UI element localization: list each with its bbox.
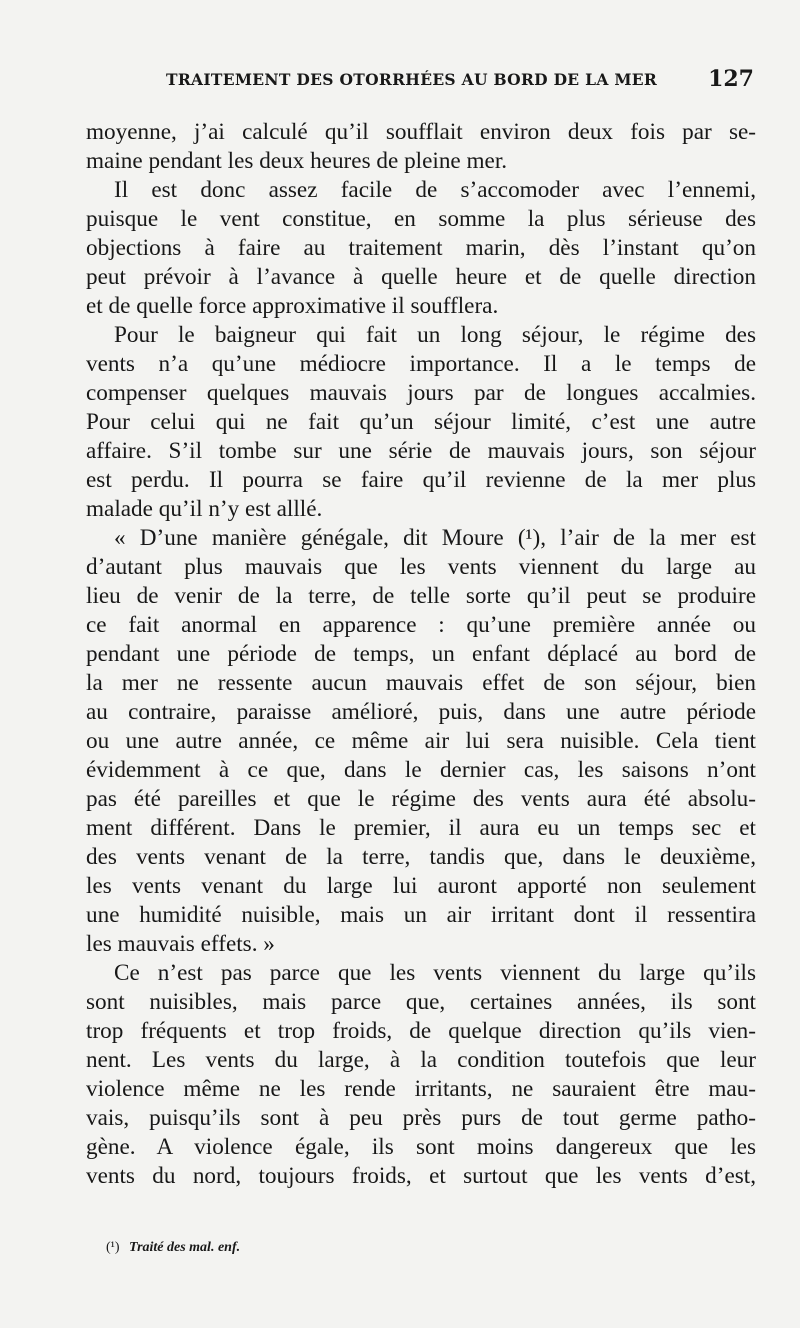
text-line: gène. A violence égale, ils sont moins dangereux que les bbox=[86, 1134, 756, 1160]
text-line: sont nuisibles, mais parce que, certaines années, ils sont bbox=[86, 989, 756, 1015]
text-line: compenser quelques mauvais jours par de longues accalmies. bbox=[86, 380, 756, 406]
text-line: ce fait anormal en apparence : qu’une première année ou bbox=[86, 612, 756, 638]
text-line: maine pendant les deux heures de pleine mer. bbox=[86, 148, 508, 174]
text-line: d’autant plus mauvais que les vents viennent du large au bbox=[86, 554, 756, 580]
body-text bbox=[86, 118, 756, 1191]
footnote bbox=[106, 1240, 240, 1256]
running-head bbox=[86, 66, 762, 96]
text-line: trop fréquents et trop froids, de quelque direction qu’ils vien- bbox=[86, 1018, 756, 1044]
text-line: pas été pareilles et que le régime des vents aura été absolu- bbox=[86, 786, 756, 812]
text-line: des vents venant de la terre, tandis que, dans le deuxième, bbox=[86, 844, 756, 870]
text-line: une humidité nuisible, mais un air irritant dont il ressentira bbox=[86, 902, 756, 928]
text-line: peut prévoir à l’avance à quelle heure et de quelle direction bbox=[86, 264, 756, 290]
text-line: « D’une manière génégale, dit Moure (¹), l’air de la mer est bbox=[114, 525, 756, 551]
text-line: pendant une période de temps, un enfant déplacé au bord de bbox=[86, 641, 756, 667]
text-line: violence même ne les rende irritants, ne sauraient être mau- bbox=[86, 1076, 756, 1102]
text-line: moyenne, j’ai calculé qu’il soufflait environ deux fois par se- bbox=[86, 119, 756, 145]
text-line: puisque le vent constitue, en somme la plus sérieuse des bbox=[86, 206, 756, 232]
text-line: au contraire, paraisse amélioré, puis, dans une autre période bbox=[86, 699, 756, 725]
text-line: affaire. S’il tombe sur une série de mauvais jours, son séjour bbox=[86, 438, 756, 464]
text-line: vents n’a qu’une médiocre importance. Il a le temps de bbox=[86, 351, 756, 377]
text-line: les mauvais effets. » bbox=[86, 931, 275, 957]
text-line: Ce n’est pas parce que les vents viennent du large qu’ils bbox=[114, 960, 756, 986]
text-line: objections à faire au traitement marin, dès l’instant qu’on bbox=[86, 235, 756, 261]
page-number: 127 bbox=[708, 66, 754, 92]
running-title: TRAITEMENT DES OTORRHÉES AU BORD DE LA MER bbox=[166, 70, 658, 89]
text-line: Il est donc assez facile de s’accomoder avec l’ennemi, bbox=[114, 177, 756, 203]
text-line: évidemment à ce que, dans le dernier cas, les saisons n’ont bbox=[86, 757, 756, 783]
text-line: Pour celui qui ne fait qu’un séjour limité, c’est une autre bbox=[86, 409, 756, 435]
text-line: ou une autre année, ce même air lui sera nuisible. Cela tient bbox=[86, 728, 756, 754]
text-line: malade qu’il n’y est alllé. bbox=[86, 496, 323, 522]
text-line: lieu de venir de la terre, de telle sorte qu’il peut se produire bbox=[86, 583, 756, 609]
text-line: la mer ne ressente aucun mauvais effet de son séjour, bien bbox=[86, 670, 756, 696]
text-line: vais, puisqu’ils sont à peu près purs de tout germe patho- bbox=[86, 1105, 756, 1131]
text-line: vents du nord, toujours froids, et surtout que les vents d’est, bbox=[86, 1163, 756, 1189]
text-line: est perdu. Il pourra se faire qu’il revienne de la mer plus bbox=[86, 467, 756, 493]
text-line: ment différent. Dans le premier, il aura eu un temps sec et bbox=[86, 815, 756, 841]
footnote-text: Traité des mal. enf. bbox=[129, 1240, 241, 1255]
text-line: et de quelle force approximative il soufflera. bbox=[86, 293, 499, 319]
footnote-marker: (¹) bbox=[106, 1240, 120, 1255]
text-line: Pour le baigneur qui fait un long séjour, le régime des bbox=[114, 322, 756, 348]
text-line: les vents venant du large lui auront apporté non seulement bbox=[86, 873, 756, 899]
text-line: nent. Les vents du large, à la condition toutefois que leur bbox=[86, 1047, 756, 1073]
